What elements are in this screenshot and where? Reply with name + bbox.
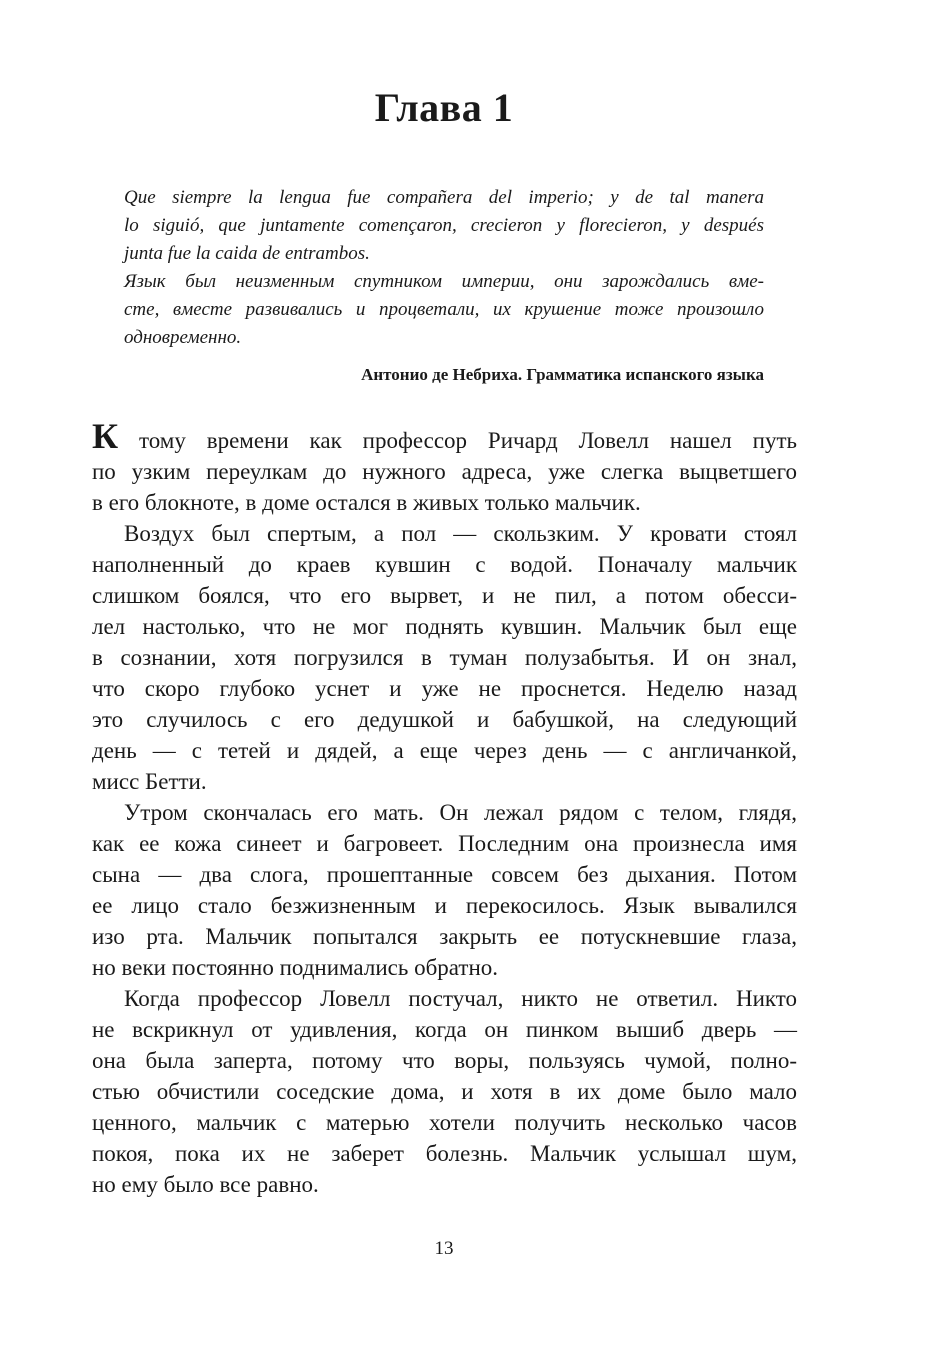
text-line: день — с тетей и дядей, а еще через день — с англичанкой,: [92, 738, 797, 763]
text-line: по узким переулкам до нужного адреса, уже слегка выцветшего: [92, 459, 797, 484]
text-line: не вскрикнул от удивления, когда он пинком вышиб дверь —: [92, 1017, 797, 1042]
text-line: ее лицо стало безжизненным и перекосилось. Язык вывалился: [92, 893, 797, 918]
text-line: мисс Бетти.: [92, 769, 207, 794]
epigraph-spanish-line: lo siguió, que juntamente començaron, crecieron y florecieron, y después: [124, 215, 764, 236]
text-line: слишком боялся, что его вырвет, и не пил, а потом обесси-: [92, 583, 797, 608]
text-line: в его блокноте, в доме остался в живых только мальчик.: [92, 490, 641, 515]
epigraph-russian-line: Язык был неизменным спутником империи, они зарождались вме-: [124, 271, 764, 292]
text-line: стью обчистили соседские дома, и хотя в их доме было мало: [92, 1079, 797, 1104]
text-line: изо рта. Мальчик попытался закрыть ее потускневшие глаза,: [92, 924, 797, 949]
chapter-title: Глава 1: [374, 85, 514, 130]
paragraph: [92, 797, 797, 983]
dropcap: К: [92, 416, 119, 456]
text-line: это случилось с его дедушкой и бабушкой, на следующий: [92, 707, 797, 732]
text-line: Когда профессор Ловелл постучал, никто не ответил. Никто: [124, 986, 797, 1011]
text-line: ценного, мальчик с матерью хотели получить несколько часов: [92, 1110, 797, 1135]
paragraph: [92, 983, 797, 1200]
text-line: что скоро глубоко уснет и уже не проснется. Неделю назад: [92, 676, 797, 701]
text-line: покоя, пока их не заберет болезнь. Мальчик услышал шум,: [92, 1141, 797, 1166]
text-line: сына — два слога, прошептанные совсем без дыхания. Потом: [92, 862, 797, 887]
epigraph: [124, 184, 764, 352]
text-line: но веки постоянно поднимались обратно.: [92, 955, 499, 980]
paragraph: [92, 518, 797, 797]
text-line: она была заперта, потому что воры, пользуясь чумой, полно-: [92, 1048, 797, 1073]
epigraph-russian-line: сте, вместе развивались и процветали, их крушение тоже произошло: [124, 299, 764, 320]
epigraph-attribution: Антонио де Небриха. Грамматика испанского языка: [361, 365, 764, 384]
epigraph-spanish-line: junta fue la caida de entrambos.: [124, 243, 370, 264]
paragraph: [92, 416, 797, 518]
chapter-body: [92, 416, 797, 1200]
text-line: Воздух был спертым, а пол — скользким. У кровати стоял: [124, 521, 797, 546]
epigraph-spanish-line: Que siempre la lengua fue compañera del imperio; y de tal manera: [124, 187, 764, 208]
text-line: как ее кожа синеет и багровеет. Последним она произнесла имя: [92, 831, 797, 856]
epigraph-russian-line: одновременно.: [124, 327, 242, 348]
text-line: Утром скончалась его мать. Он лежал рядом с телом, глядя,: [124, 800, 797, 825]
text-line: в сознании, хотя погрузился в туман полузабытья. И он знал,: [92, 645, 797, 670]
text-line: наполненный до краев кувшин с водой. Поначалу мальчик: [92, 552, 797, 577]
text-line: К тому времени как профессор Ричард Ловелл нашел путь: [92, 416, 797, 456]
page-number: 13: [434, 1238, 454, 1259]
text-line: лел настолько, что не мог поднять кувшин. Мальчик был еще: [92, 614, 797, 639]
text-line: но ему было все равно.: [92, 1172, 319, 1197]
